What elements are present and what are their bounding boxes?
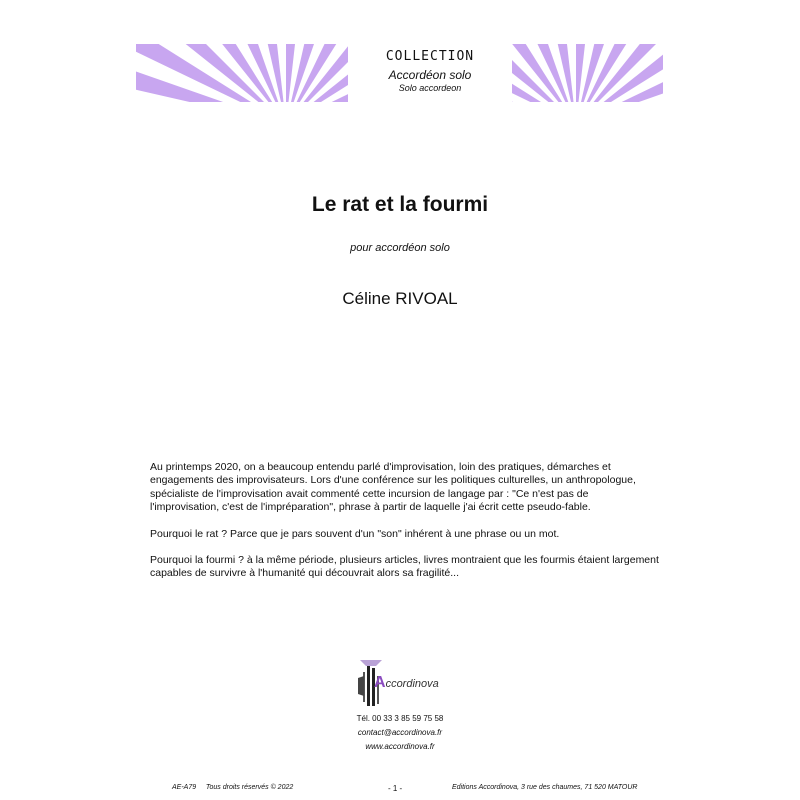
program-notes	[150, 461, 660, 594]
piece-subtitle: pour accordéon solo	[350, 242, 450, 254]
notes-paragraph: Pourquoi le rat ? Parce que je pars souvent d'un "son" inhérent à une phrase ou un mot.	[150, 527, 560, 540]
copyright-text: Tous droits réservés © 2022	[205, 784, 294, 791]
piece-title: Le rat et la fourmi	[311, 193, 489, 216]
collection-label: COLLECTION	[385, 49, 475, 64]
collection-label-box	[348, 44, 512, 102]
collection-name-english: Solo accordeon	[398, 83, 462, 93]
collection-banner	[136, 44, 663, 102]
composer-name: Céline RIVOAL	[342, 289, 458, 308]
catalog-code: AE-A79	[172, 784, 197, 791]
logo-wordmark	[374, 674, 439, 692]
accordinova-logo	[358, 658, 458, 710]
logo-rest: ccordinova	[385, 678, 439, 690]
logo-initial: A	[374, 674, 386, 691]
notes-paragraph: Au printemps 2020, on a beaucoup entendu parlé d'improvisation, loin des pratiques, démarches et engagements des improvisateurs. Lors d'une conférence sur les politiques culturelles, un anthropologue, spécialiste de l'improvisation avait commenté cette incursion de langage par : "Ce n'est pas de l'improvisation, c'est de l'impréparation", phrase à partir de laquelle j'ai écrit cette pseudo-fable.	[150, 461, 636, 514]
page-number: - 1 -	[388, 784, 403, 793]
contact-website: www.accordinova.fr	[365, 742, 435, 751]
collection-name: Accordéon solo	[388, 68, 472, 82]
footer-reference	[172, 784, 293, 791]
notes-paragraph: Pourquoi la fourmi ? à la même période, plusieurs articles, livres montraient que les fourmis étaient largement capables de survivre à l'humanité qui découvrait alors sa fragilité...	[150, 554, 659, 580]
publisher-address: Editions Accordinova, 3 rue des chaumes, 71 520 MATOUR	[452, 784, 638, 791]
contact-email: contact@accordinova.fr	[357, 728, 443, 737]
contact-phone: Tél. 00 33 3 85 59 75 58	[356, 714, 444, 723]
